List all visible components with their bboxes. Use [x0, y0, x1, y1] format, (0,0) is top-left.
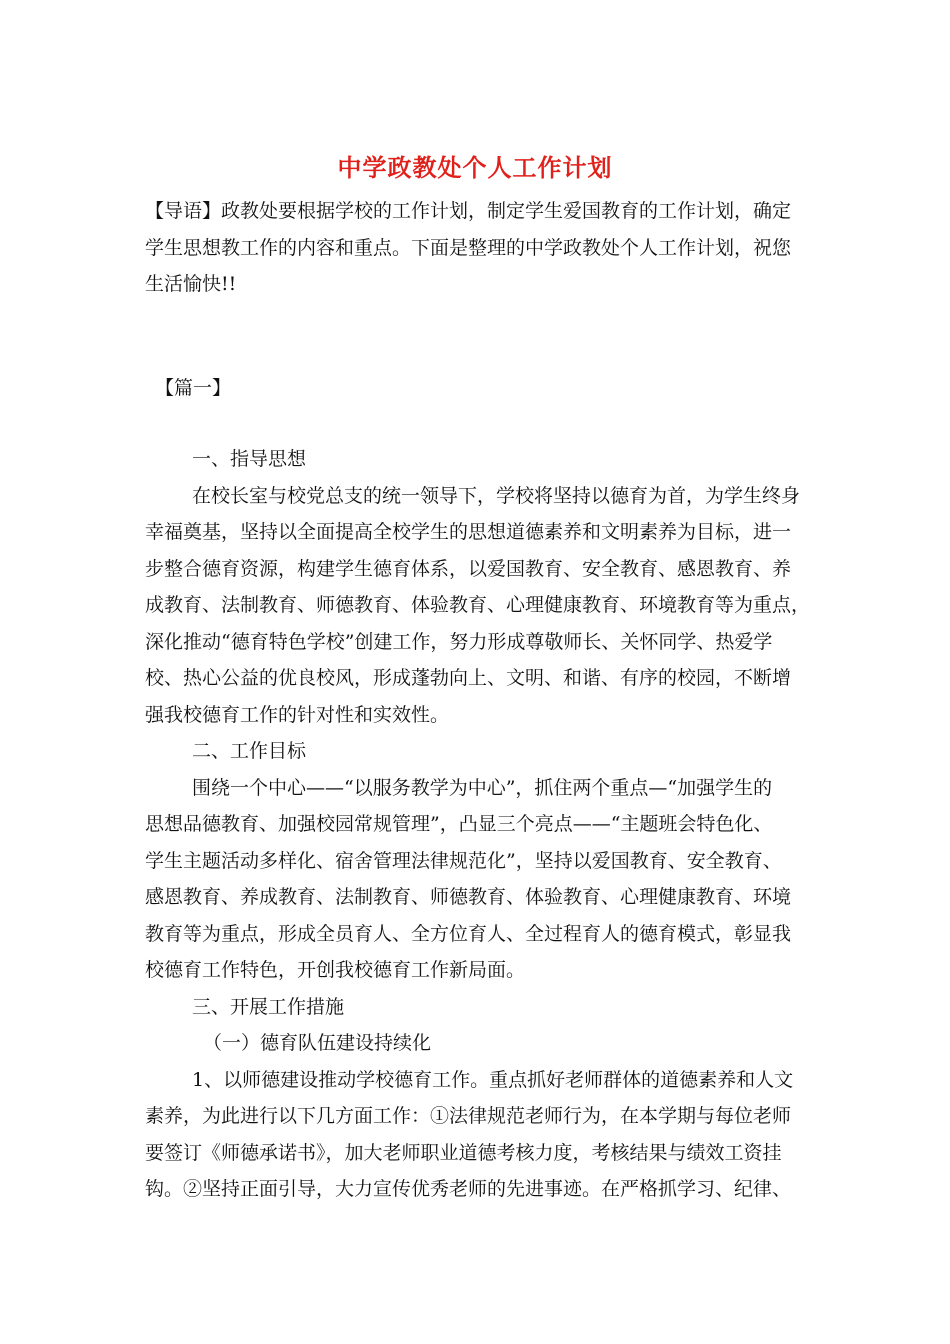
body-line: 二、工作目标	[192, 740, 307, 762]
body-line: 成教育、法制教育、师德教育、体验教育、心理健康教育、环境教育等为重点，	[145, 594, 811, 616]
body-line: 围绕一个中心——“以服务教学为中心”，抓住两个重点—“加强学生的	[192, 776, 773, 799]
document-title: 中学政教处个人工作计划	[337, 153, 613, 182]
body-line: 校德育工作特色，开创我校德育工作新局面。	[145, 959, 526, 981]
body-line: 教育等为重点，形成全员育人、全方位育人、全过程育人的德育模式，彰显我	[145, 922, 792, 945]
body-line: 步整合德育资源，构建学生德育体系，以爱国教育、安全教育、感恩教育、养	[145, 557, 792, 580]
body-line: 三、开展工作措施	[192, 995, 345, 1018]
body-line: 幸福奠基，坚持以全面提高全校学生的思想道德素养和文明素养为目标，进一	[145, 521, 792, 543]
body-line: 学生主题活动多样化、宿舍管理法律规范化”，坚持以爱国教育、安全教育、	[145, 849, 782, 872]
section-tag: 【篇一】	[155, 377, 232, 399]
intro-line: 学生思想教工作的内容和重点。下面是整理的中学政教处个人工作计划，祝您	[145, 236, 792, 259]
body-line: 感恩教育、养成教育、法制教育、师德教育、体验教育、心理健康教育、环境	[145, 886, 792, 908]
intro-line: 【导语】政教处要根据学校的工作计划，制定学生爱国教育的工作计划，确定	[145, 200, 792, 222]
body-line: 素养，为此进行以下几方面工作：①法律规范老师行为，在本学期与每位老师	[145, 1105, 792, 1127]
body-line: 1、以师德建设推动学校德育工作。重点抓好老师群体的道德素养和人文	[192, 1068, 794, 1091]
intro-paragraph	[145, 193, 810, 303]
document-body	[145, 441, 810, 1208]
body-line: 要签订《师德承诺书》，加大老师职业道德考核力度，考核结果与绩效工资挂	[145, 1141, 782, 1164]
body-line: 校、热心公益的优良校风，形成蓬勃向上、文明、和谐、有序的校园，不断增	[145, 667, 792, 689]
body-line: （一）德育队伍建设持续化	[203, 1032, 432, 1054]
body-line: 一、指导思想	[192, 448, 307, 470]
body-line: 强我校德育工作的针对性和实效性。	[145, 703, 450, 726]
intro-line: 生活愉快!!	[145, 273, 237, 295]
body-line: 钩。②坚持正面引导，大力宣传优秀老师的先进事迹。在严格抓学习、纪律、	[145, 1178, 792, 1200]
body-line: 深化推动“德育特色学校”创建工作，努力形成尊敬师长、关怀同学、热爱学	[145, 630, 773, 653]
body-line: 在校长室与校党总支的统一领导下，学校将坚持以德育为首，为学生终身	[192, 484, 801, 507]
body-line: 思想品德教育、加强校园常规管理”，凸显三个亮点——“主题班会特色化、	[145, 813, 773, 835]
